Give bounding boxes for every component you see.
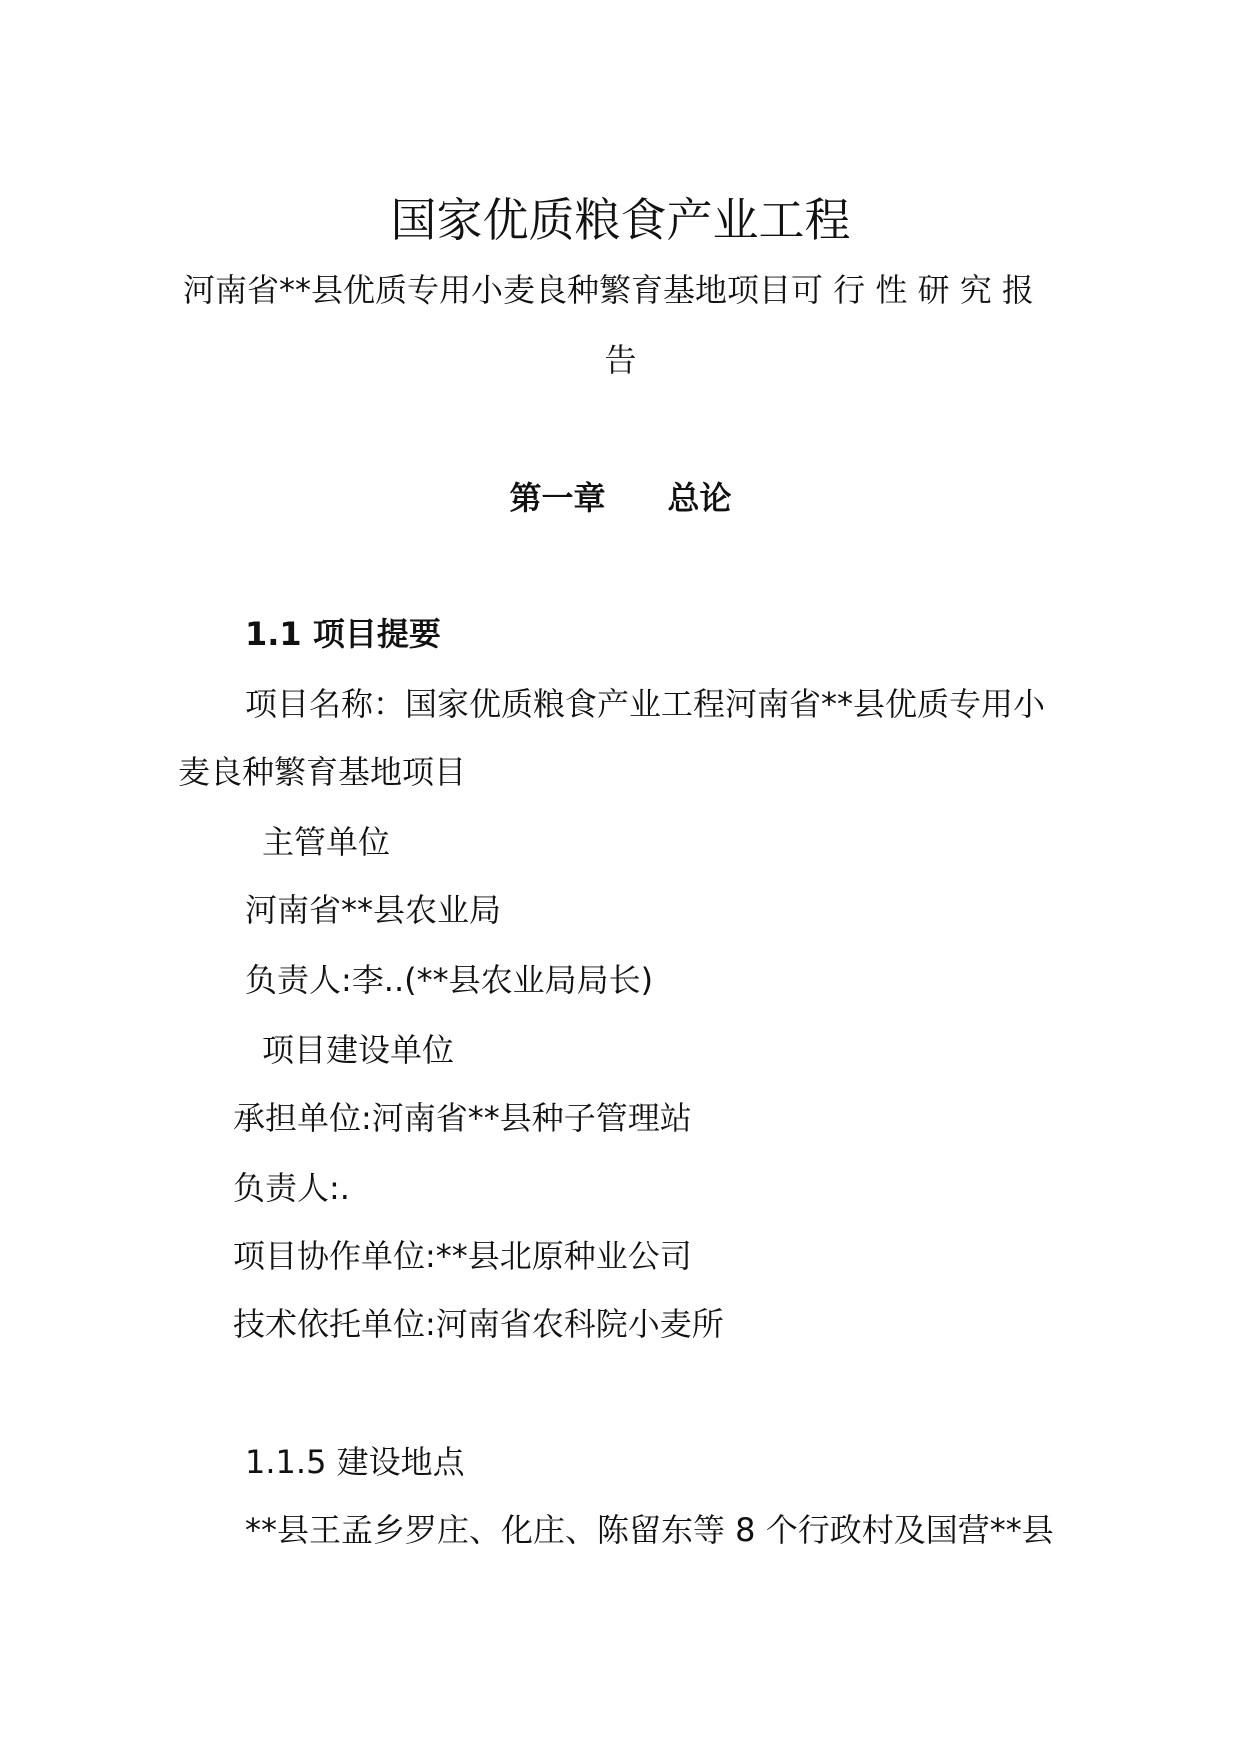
paragraph-competent-unit: 河南省**县农业局 (245, 891, 502, 929)
chapter-heading (0, 478, 1241, 518)
paragraph-cooperation-unit: 项目协作单位:**县北原种业公司 (233, 1237, 692, 1275)
chapter-number: 第一章 (509, 479, 606, 517)
subsection-heading-location: 1.1.5 建设地点 (245, 1443, 465, 1481)
paragraph-project-name-continued: 麦良种繁育基地项目 (178, 753, 467, 791)
paragraph-undertaking-person: 负责人:. (233, 1169, 350, 1207)
document-subtitle-line-1: 河南省**县优质专用小麦良种繁育基地项目可 行 性 研 究 报 (183, 271, 1034, 309)
paragraph-construction-unit-label: 项目建设单位 (262, 1031, 455, 1069)
document-subtitle-line-2: 告 (604, 341, 637, 379)
document-title: 国家优质粮食产业工程 (390, 193, 851, 247)
paragraph-undertaking-unit: 承担单位:河南省**县种子管理站 (233, 1099, 692, 1137)
paragraph-location: **县王孟乡罗庄、化庄、陈留东等 8 个行政村及国营**县 (245, 1511, 1054, 1549)
paragraph-technical-support-unit: 技术依托单位:河南省农科院小麦所 (233, 1305, 724, 1343)
paragraph-project-name: 项目名称：国家优质粮食产业工程河南省**县优质专用小 (245, 685, 1046, 723)
section-heading: 1.1 项目提要 (245, 615, 441, 653)
paragraph-competent-unit-label: 主管单位 (262, 823, 391, 861)
paragraph-person-in-charge: 负责人:李..(**县农业局局长) (245, 961, 654, 999)
chapter-title: 总论 (667, 479, 732, 517)
